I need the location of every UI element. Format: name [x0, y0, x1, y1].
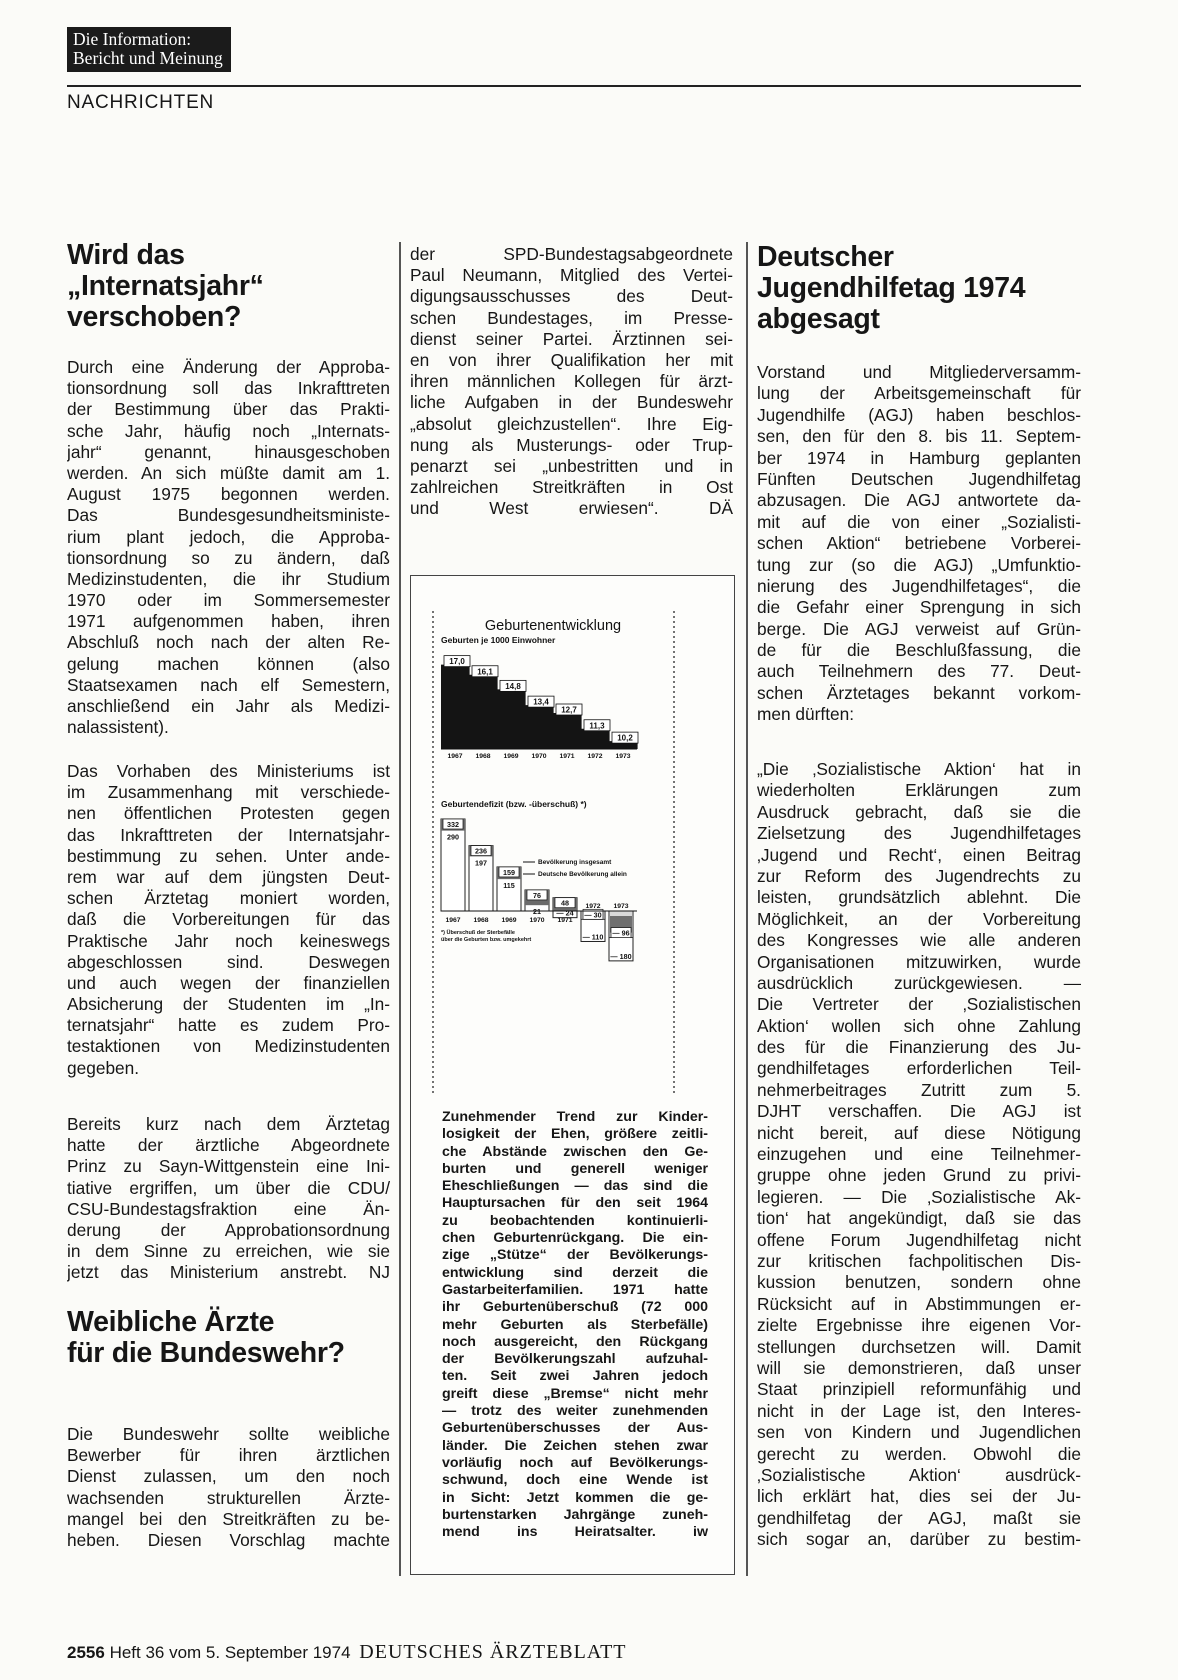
text-line: sen von Kindern und Jugendlichen [757, 1422, 1081, 1443]
article-1-paragraph-3 [67, 1114, 390, 1284]
text-line: Durch eine Änderung der Approba- [67, 357, 390, 377]
text-line: legieren. — Die ‚Sozialistische Ak- [757, 1186, 1081, 1207]
chart-1-value-label: 16,1 [477, 667, 493, 677]
text-line: Abschluß noch nach der alten Re- [67, 632, 390, 653]
text-line: ausdrücklich zurückgewiesen. — [757, 972, 1081, 993]
text-line: Organisationen mitzuwirken, wurde [757, 951, 1081, 972]
text-line: und auch wegen der finanziellen [67, 972, 390, 993]
article-3-title [757, 242, 1025, 335]
text-line: auch Teilnehmern des 77. Deut- [757, 661, 1081, 682]
chart-2-value-label: — 96 [612, 928, 630, 938]
article-2-text-continued [410, 244, 733, 519]
text-line: 1970 oder im Sommersemester [67, 590, 390, 611]
text-line: DJHT verschaffen. Die AGJ ist [757, 1101, 1081, 1122]
text-line: der Bevölkerungszahl aufzuhal- [442, 1351, 708, 1368]
header-rule [67, 85, 1081, 87]
title-line: verschoben? [67, 301, 242, 333]
text-line: tion‘ hat angekündigt, daß sie das [757, 1208, 1081, 1229]
text-line: ten. Seit zwei Jahren jedoch [442, 1368, 708, 1385]
chart-2-value-label: 236 [475, 846, 487, 856]
text-line: rium plant jedoch, die Approba- [67, 526, 390, 547]
chart-1-tick-label: 1968 [475, 753, 491, 760]
text-line: burtenstarken Jahrgänge zuneh- [442, 1506, 708, 1523]
text-line: bestimmung zu sehen. Unter ande- [67, 845, 390, 866]
chart-2-tick-label: 1967 [445, 917, 461, 924]
text-line: ternatsjahr“ hatte es zudem Pro- [67, 1015, 390, 1036]
text-line: das Inkrafttreten der Internatsjahr- [67, 824, 390, 845]
chart-2-tick-label: 1973 [613, 903, 629, 910]
chart-2-value-label: 159 [503, 867, 515, 877]
text-line: noch ausgereicht, den Rückgang [442, 1333, 708, 1350]
text-line: nalassistent). [67, 717, 169, 738]
text-line: jahr“ genannt, hinausgeschoben [67, 441, 390, 462]
chart-2-legend-german: Deutsche Bevölkerung allein [538, 871, 627, 878]
text-line: ihren männlichen Kollegen für ärzt- [410, 371, 733, 392]
text-line: und West erwiesen“. DÄ [410, 498, 733, 519]
chart-1-value-label: 14,8 [505, 681, 521, 691]
chart-1-bar [469, 675, 498, 749]
text-line: ‚Sozialistische Aktion‘ ausdrück- [757, 1464, 1081, 1485]
column-divider-1 [399, 242, 401, 1576]
text-line: die Gefahr einer Sprengung in sich [757, 597, 1081, 618]
title-line: Wird das [67, 239, 185, 271]
text-line: sich sogar an, darüber zu bestim- [757, 1529, 1081, 1550]
text-line: Prinz zu Sayn-Wittgenstein eine Ini- [67, 1156, 390, 1177]
text-line: ihr Geburtenüberschuß (72 000 [442, 1299, 708, 1316]
chart-1-value-label: 12,7 [561, 705, 577, 715]
title-line: für die Bundeswehr? [67, 1337, 345, 1369]
text-line: chen Geburtenrückgang. Die ein- [442, 1230, 708, 1247]
text-line: Jugendhilfe (AGJ) haben beschlos- [757, 404, 1081, 425]
page-number: 2556 [67, 1643, 105, 1662]
article-2-title [67, 1307, 345, 1369]
chart-2-footnote: *) Überschuß der Sterbefälle [441, 930, 515, 936]
article-3-paragraph-1 [757, 362, 1081, 726]
text-line: einzugehen und eine Teilnehmer- [757, 1144, 1081, 1165]
chart-1-tick-label: 1967 [447, 753, 463, 760]
text-line: im Zusammenhang mit verschiede- [67, 782, 390, 803]
text-line: des Kongresses wie alle anderen [757, 930, 1081, 951]
text-line: vorläufig noch auf Bevölkerungs- [442, 1454, 708, 1471]
title-line: „Internatsjahr“ [67, 270, 264, 302]
article-1-title [67, 240, 264, 333]
text-line: schen Ärztetag moniert worden, [67, 888, 390, 909]
text-line: losigkeit der Ehen, größere zeitli- [442, 1126, 708, 1143]
text-line: gegeben. [67, 1057, 140, 1078]
text-line: rem war auf dem jüngsten Deut- [67, 866, 390, 887]
chart-2-tick-label: 1969 [501, 917, 517, 924]
text-line: Dienst zulassen, um den noch [67, 1466, 390, 1487]
chart-1-subtitle: Geburten je 1000 Einwohner [441, 635, 556, 645]
article-2-text-start [67, 1424, 390, 1551]
chart-2-value-label: 332 [447, 820, 459, 829]
chart-1-tick-label: 1969 [503, 753, 519, 760]
text-line: gelung machen können (also [67, 653, 390, 674]
chart-2-value-label: 197 [475, 858, 487, 868]
text-line: Möglichkeit, an der Vorbereitung [757, 908, 1081, 929]
title-line: Jugendhilfetag 1974 [757, 272, 1026, 304]
column-divider-2 [746, 242, 748, 1576]
chart-2-tick-label: 1971 [557, 917, 573, 924]
chart-2-value-label: — 180 [610, 951, 632, 961]
banner-line-1: Die Information: [73, 29, 192, 49]
text-line: entwicklung sind derzeit die [442, 1264, 708, 1281]
text-line: — trotz des weiter zunehmenden [442, 1403, 708, 1420]
text-line: 1971 aufgenommen haben, ihren [67, 611, 390, 632]
text-line: Staat prinzipiell reformunfähig und [757, 1379, 1081, 1400]
text-line: che Abstände zwischen den Ge- [442, 1143, 708, 1160]
text-line: des für die Finanzierung des Ju- [757, 1037, 1081, 1058]
text-line: testaktionen von Medizinstudenten [67, 1036, 390, 1057]
text-line: digungsausschusses des Deut- [410, 286, 733, 307]
section-banner [67, 27, 231, 72]
article-3-paragraph-2 [757, 759, 1081, 1550]
text-line: sen, den für den 8. bis 11. Septem- [757, 426, 1081, 447]
text-line: greift diese „Bremse“ nicht mehr [442, 1385, 708, 1402]
text-line: men dürften: [757, 704, 855, 725]
text-line: tung zur (so die AGJ) „Umfunktio- [757, 554, 1081, 575]
text-line: will sie demonstrieren, daß unser [757, 1357, 1081, 1378]
text-line: in Sicht: Jetzt kommen die ge- [442, 1489, 708, 1506]
chart-1-title: Geburtenentwicklung [484, 618, 622, 634]
text-line: CSU-Bundestagsfraktion eine Än- [67, 1198, 390, 1219]
text-line: Geburtenüberschusses der Aus- [442, 1420, 708, 1437]
text-line: „Die ‚Sozialistische Aktion‘ hat in [757, 759, 1081, 779]
text-line: gendhilfetages erforderlichen Teil- [757, 1058, 1081, 1079]
chart-2-value-label: — 30 [584, 910, 602, 920]
text-line: zahlreichen Streitkräften in Ost [410, 477, 733, 498]
text-line: tiative ergriffen, um über die CDU/ [67, 1177, 390, 1198]
text-line: nehmerbeitrages Zutritt zum 5. [757, 1079, 1081, 1100]
text-line: tionsordnung so zu ändern, daß [67, 547, 390, 568]
text-line: länder. Die Zeichen stehen zwar [442, 1437, 708, 1454]
text-line: abgeschlossen sind. Deswegen [67, 951, 390, 972]
text-line: Hauptursachen für den seit 1964 [442, 1195, 708, 1212]
text-line: hatte der ärztliche Abgeordnete [67, 1135, 390, 1156]
text-line: derung der Approbationsordnung [67, 1219, 390, 1240]
text-line: schwund, doch eine Wende ist [442, 1472, 708, 1489]
text-line: Gastarbeiterfamilien. 1971 hatte [442, 1281, 708, 1298]
text-line: offene Forum Jugendhilfetag nicht [757, 1229, 1081, 1250]
text-line: Das Bundesgesundheitsministe- [67, 505, 390, 526]
text-line: wiederholten Erklärungen zum [757, 780, 1081, 801]
text-line: gendhilfetag der AGJ, maßt sie [757, 1507, 1081, 1528]
text-line: burten und generell weniger [442, 1160, 708, 1177]
text-line: Rücksicht auf in Abstimmungen er- [757, 1293, 1081, 1314]
chart-2-legend-total: Bevölkerung insgesamt [538, 859, 612, 866]
article-1-paragraph-2 [67, 761, 390, 1079]
section-label: NACHRICHTEN [67, 92, 215, 113]
text-line: Praktische Jahr noch keineswegs [67, 930, 390, 951]
text-line: ber 1974 in Hamburg geplanten [757, 447, 1081, 468]
chart-2-value-label: 115 [503, 881, 515, 891]
chart-2-tick-label: 1968 [473, 917, 489, 924]
text-line: Die Bundeswehr sollte weibliche [67, 1424, 390, 1444]
chart-2-value-label: — 110 [582, 932, 604, 942]
text-line: wachsenden strukturellen Ärzte- [67, 1487, 390, 1508]
text-line: ‚Jugend und Recht‘, einen Beitrag [757, 844, 1081, 865]
text-line: penarzt sei „unbestritten und in [410, 455, 733, 476]
banner-line-2: Bericht und Meinung [73, 48, 223, 68]
text-line: schen Bundestages, im Presse- [410, 307, 733, 328]
text-line: Paul Neumann, Mitglied des Vertei- [410, 265, 733, 286]
text-line: gruppe ohne jeden Grund zu privi- [757, 1165, 1081, 1186]
text-line: schen Aktion“ betriebene Vorberei- [757, 533, 1081, 554]
text-line: nierung des Jugendhilfetages“, die [757, 575, 1081, 596]
text-line: mend ins Heiratsalter. iw [442, 1524, 708, 1541]
text-line: Fünften Deutschen Jugendhilfetag [757, 468, 1081, 489]
text-line: zielte Ergebnisse ihre eigenen Vor- [757, 1315, 1081, 1336]
text-line: „absolut gleichzustellen“. Ihre Eig- [410, 413, 733, 434]
chart-1-bar [525, 705, 554, 749]
text-line: anschließend ein Jahr als Medizi- [67, 696, 390, 716]
text-line: zur kritischen fachpolitischen Dis- [757, 1250, 1081, 1271]
text-line: schen Ärztetages bekannt vorkom- [757, 682, 1081, 703]
chart-2-value-label: 290 [447, 832, 459, 842]
text-line: sche Jahr, häufig noch „Internats- [67, 420, 390, 441]
text-line: lung der Arbeitsgemeinschaft für [757, 383, 1081, 404]
text-line: Bewerber für ihren ärztlichen [67, 1445, 390, 1466]
text-line: gerecht zu werden. Obwohl die [757, 1443, 1081, 1464]
text-line: der SPD-Bundestagsabgeordnete [410, 244, 733, 264]
text-line: werden. An sich müßte damit am 1. [67, 462, 390, 483]
page-footer [67, 1641, 627, 1664]
text-line: Staatsexamen nach elf Semestern, [67, 674, 390, 695]
text-line: Eheschließungen — das sind die [442, 1178, 708, 1195]
chart-1-tick-label: 1972 [587, 753, 603, 760]
chart-2-tick-label: 1972 [585, 903, 601, 910]
text-line: abzusagen. Die AGJ antwortete da- [757, 490, 1081, 511]
text-line: kussion benutzen, sondern ohne [757, 1272, 1081, 1293]
text-line: dienst seiner Partei. Ärztinnen sei- [410, 328, 733, 349]
chart-1-value-label: 13,4 [533, 697, 549, 707]
text-line: in dem Sinne zu erreichen, wie sie [67, 1241, 390, 1262]
text-line: Vorstand und Mitgliederversamm- [757, 362, 1081, 382]
chart-caption [442, 1109, 708, 1541]
article-1-paragraph-1 [67, 357, 390, 738]
text-line: en von ihrer Qualifikation her mit [410, 349, 733, 370]
chart-1-value-label: 17,0 [449, 657, 465, 667]
text-line: tionsordnung soll das Inkrafttreten [67, 378, 390, 399]
chart-1-bar [497, 689, 526, 749]
text-line: nicht bereit, auf diese Nötigung [757, 1122, 1081, 1143]
chart-2-value-label: 76 [533, 890, 541, 900]
text-line: Bereits kurz nach dem Ärztetag [67, 1114, 390, 1134]
chart-2-value-label: — 24 [556, 908, 574, 918]
text-line: Zielsetzung des Jugendhilfetages [757, 823, 1081, 844]
text-line: zu beobachtenden kontinuierli- [442, 1212, 708, 1229]
text-line: Die Vertreter der ‚Sozialistischen [757, 994, 1081, 1015]
chart-2-footnote: über die Geburten bzw. umgekehrt [441, 937, 532, 943]
title-line: abgesagt [757, 303, 880, 335]
text-line: de für die Beschlußfassung, die [757, 640, 1081, 661]
chart-1-bar [553, 713, 582, 749]
text-line: Zunehmender Trend zur Kinder- [442, 1109, 708, 1125]
text-line: heben. Diesen Vorschlag machte [67, 1529, 390, 1550]
text-line: stellungen durchsetzen will. Damit [757, 1336, 1081, 1357]
text-line: Ausdruck gebracht, daß sie die [757, 801, 1081, 822]
text-line: nicht in der Lage ist, den Interes- [757, 1400, 1081, 1421]
chart-2-value-label: 48 [561, 898, 569, 908]
text-line: nung als Musterungs- oder Trup- [410, 434, 733, 455]
text-line: zur Reform des Jugendrechts zu [757, 865, 1081, 886]
text-line: leisten, grundsätzlich ablehnt. Die [757, 887, 1081, 908]
chart-1-tick-label: 1971 [559, 753, 575, 760]
text-line: lich erklärt hat, dies sei der Ju- [757, 1486, 1081, 1507]
chart-2-title: Geburtendefizit (bzw. -überschuß) *) [441, 799, 587, 809]
chart-1-bar [441, 665, 470, 749]
chart-2-value-label: 21 [533, 907, 541, 917]
text-line: mit auf die von einer „Sozialisti- [757, 511, 1081, 532]
text-line: Absicherung der Studenten im „In- [67, 994, 390, 1015]
chart-1-value-label: 11,3 [589, 721, 605, 731]
text-line: mangel bei den Streitkräften zu be- [67, 1508, 390, 1529]
text-line: Das Vorhaben des Ministeriums ist [67, 761, 390, 781]
magazine-name: DEUTSCHES ÄRZTEBLATT [359, 1641, 627, 1663]
text-line: daß die Vorbereitungen für das [67, 909, 390, 930]
chart-1-bar [581, 729, 610, 749]
text-line: Medizinstudenten, die ihr Studium [67, 568, 390, 589]
title-line: Deutscher [757, 241, 894, 273]
text-line: der Bestimmung über das Prakti- [67, 399, 390, 420]
text-line: nen öffentlichen Protesten gegen [67, 803, 390, 824]
text-line: August 1975 begonnen werden. [67, 484, 390, 505]
issue-info: Heft 36 vom 5. September 1974 [109, 1643, 351, 1662]
text-line: berge. Die AGJ verweist auf Grün- [757, 618, 1081, 639]
title-line: Weibliche Ärzte [67, 1306, 275, 1338]
text-line: jetzt das Ministerium anstrebt. NJ [67, 1262, 390, 1283]
text-line: mehr Geburten als Sterbefälle) [442, 1316, 708, 1333]
text-line: liche Aufgaben in der Bundeswehr [410, 392, 733, 413]
chart-1-value-label: 10,2 [617, 733, 633, 743]
chart-2-tick-label: 1970 [529, 917, 545, 924]
text-line: Aktion‘ wollen sich ohne Zahlung [757, 1015, 1081, 1036]
chart-1-tick-label: 1970 [531, 753, 547, 760]
chart-1-tick-label: 1973 [615, 753, 631, 760]
text-line: zige „Stütze“ der Bevölkerungs- [442, 1247, 708, 1264]
